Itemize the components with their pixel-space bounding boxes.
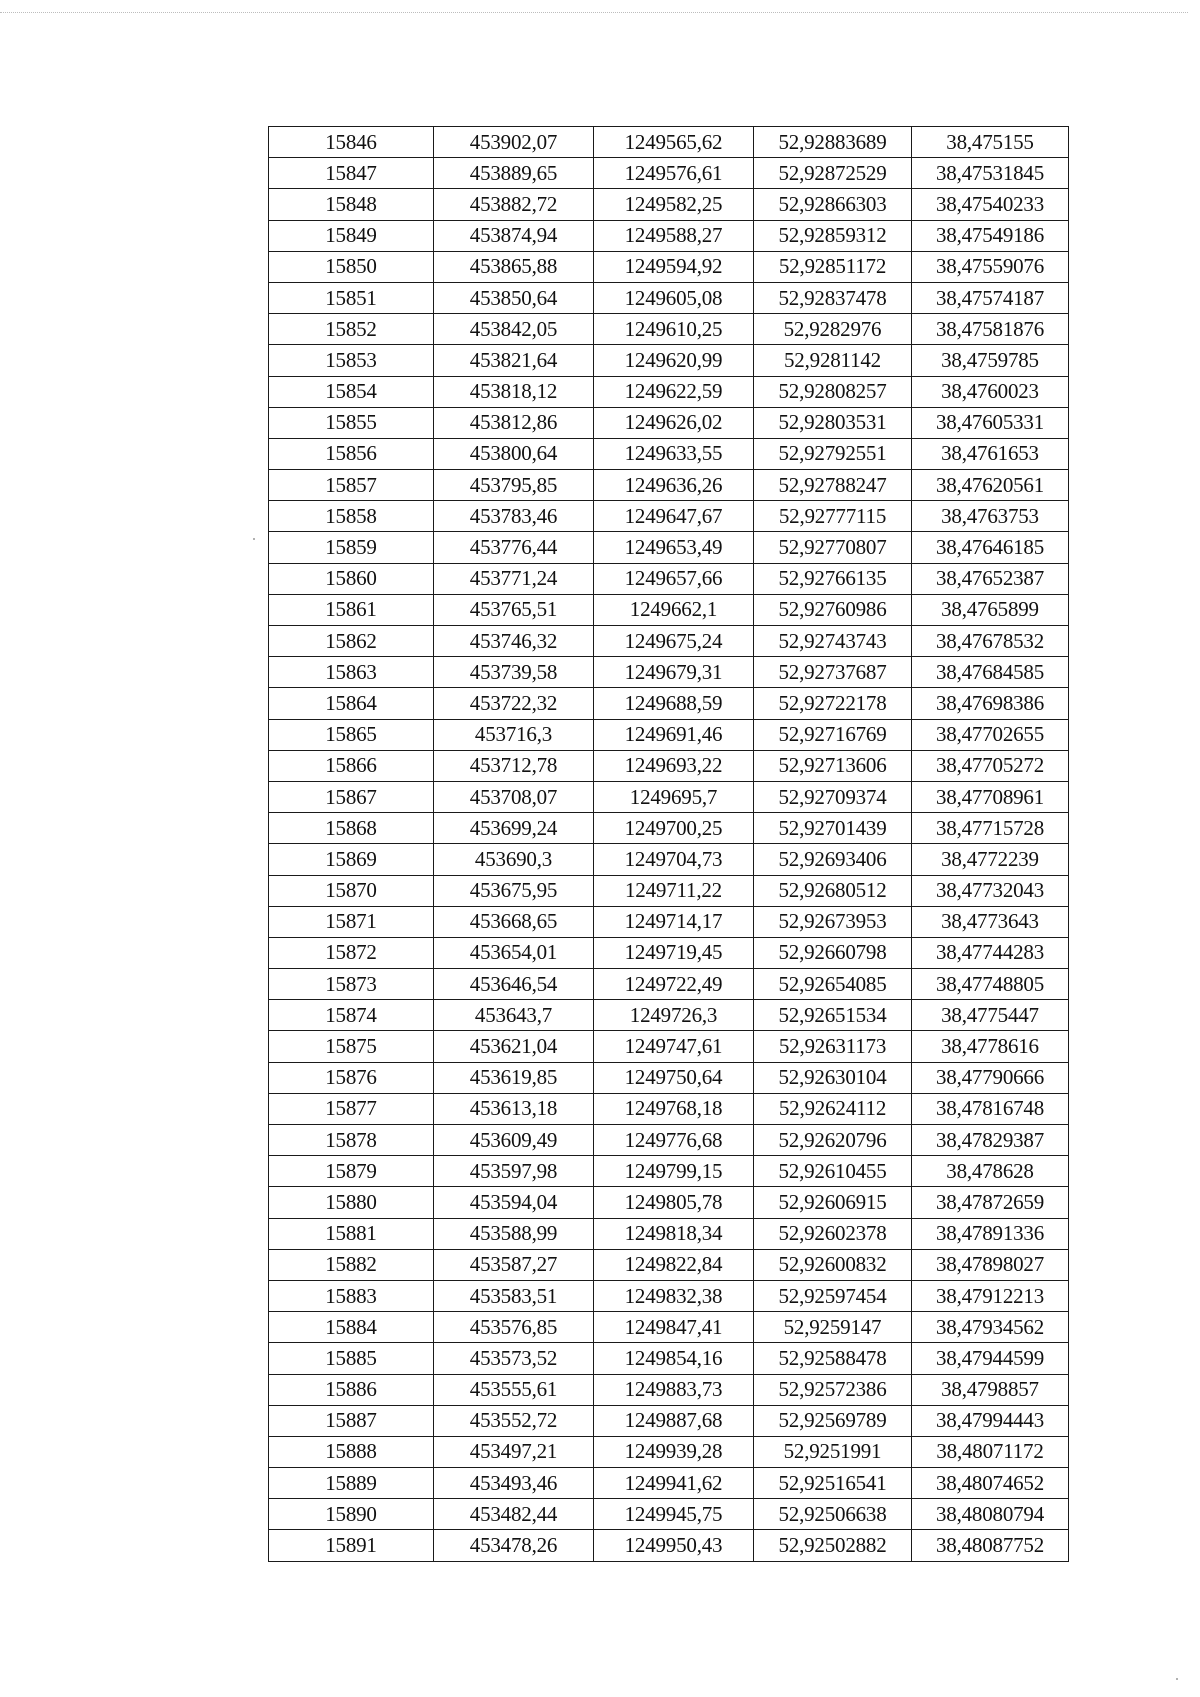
y-coordinate-cell: 1249750,64	[594, 1062, 754, 1093]
table-row	[269, 1436, 1069, 1467]
y-coordinate-cell: 1249679,31	[594, 657, 754, 688]
y-coordinate-cell: 1249594,92	[594, 251, 754, 282]
longitude-cell: 38,47652387	[912, 563, 1069, 594]
y-coordinate-cell: 1249747,61	[594, 1031, 754, 1062]
x-coordinate-cell: 453573,52	[434, 1343, 594, 1374]
latitude-cell: 52,92569789	[754, 1405, 912, 1436]
y-coordinate-cell: 1249768,18	[594, 1093, 754, 1124]
table-row	[269, 251, 1069, 282]
y-coordinate-cell: 1249582,25	[594, 189, 754, 220]
x-coordinate-cell: 453493,46	[434, 1468, 594, 1499]
longitude-cell: 38,47872659	[912, 1187, 1069, 1218]
longitude-cell: 38,48074652	[912, 1468, 1069, 1499]
x-coordinate-cell: 453690,3	[434, 844, 594, 875]
point-number-cell: 15865	[269, 719, 434, 750]
y-coordinate-cell: 1249691,46	[594, 719, 754, 750]
table-row	[269, 438, 1069, 469]
latitude-cell: 52,92624112	[754, 1093, 912, 1124]
table-row	[269, 1218, 1069, 1249]
longitude-cell: 38,47549186	[912, 220, 1069, 251]
x-coordinate-cell: 453902,07	[434, 127, 594, 158]
x-coordinate-cell: 453613,18	[434, 1093, 594, 1124]
longitude-cell: 38,4775447	[912, 1000, 1069, 1031]
y-coordinate-cell: 1249636,26	[594, 470, 754, 501]
table-row	[269, 1000, 1069, 1031]
x-coordinate-cell: 453746,32	[434, 626, 594, 657]
y-coordinate-cell: 1249633,55	[594, 438, 754, 469]
y-coordinate-cell: 1249939,28	[594, 1436, 754, 1467]
point-number-cell: 15882	[269, 1249, 434, 1280]
scan-speck	[1176, 1678, 1178, 1680]
latitude-cell: 52,92654085	[754, 969, 912, 1000]
point-number-cell: 15876	[269, 1062, 434, 1093]
latitude-cell: 52,92792551	[754, 438, 912, 469]
table-row	[269, 1343, 1069, 1374]
point-number-cell: 15875	[269, 1031, 434, 1062]
latitude-cell: 52,92602378	[754, 1218, 912, 1249]
longitude-cell: 38,4798857	[912, 1374, 1069, 1405]
point-number-cell: 15852	[269, 314, 434, 345]
y-coordinate-cell: 1249950,43	[594, 1530, 754, 1561]
y-coordinate-cell: 1249776,68	[594, 1125, 754, 1156]
longitude-cell: 38,47732043	[912, 875, 1069, 906]
table-row	[269, 969, 1069, 1000]
latitude-cell: 52,92716769	[754, 719, 912, 750]
longitude-cell: 38,47702655	[912, 719, 1069, 750]
longitude-cell: 38,47790666	[912, 1062, 1069, 1093]
longitude-cell: 38,47698386	[912, 688, 1069, 719]
y-coordinate-cell: 1249711,22	[594, 875, 754, 906]
table-row	[269, 594, 1069, 625]
longitude-cell: 38,47715728	[912, 813, 1069, 844]
longitude-cell: 38,47744283	[912, 937, 1069, 968]
table-row	[269, 282, 1069, 313]
y-coordinate-cell: 1249647,67	[594, 501, 754, 532]
point-number-cell: 15890	[269, 1499, 434, 1530]
y-coordinate-cell: 1249662,1	[594, 594, 754, 625]
scan-top-edge	[0, 12, 1188, 13]
x-coordinate-cell: 453795,85	[434, 470, 594, 501]
table-row	[269, 127, 1069, 158]
y-coordinate-cell: 1249726,3	[594, 1000, 754, 1031]
y-coordinate-cell: 1249622,59	[594, 376, 754, 407]
longitude-cell: 38,4761653	[912, 438, 1069, 469]
table-row	[269, 937, 1069, 968]
table-row	[269, 1249, 1069, 1280]
latitude-cell: 52,9282976	[754, 314, 912, 345]
table-row	[269, 1187, 1069, 1218]
table-row	[269, 688, 1069, 719]
y-coordinate-cell: 1249610,25	[594, 314, 754, 345]
table-row	[269, 1405, 1069, 1436]
point-number-cell: 15878	[269, 1125, 434, 1156]
longitude-cell: 38,47620561	[912, 470, 1069, 501]
x-coordinate-cell: 453865,88	[434, 251, 594, 282]
coordinate-table	[268, 126, 1069, 1562]
x-coordinate-cell: 453874,94	[434, 220, 594, 251]
table-row	[269, 501, 1069, 532]
x-coordinate-cell: 453850,64	[434, 282, 594, 313]
longitude-cell: 38,4778616	[912, 1031, 1069, 1062]
latitude-cell: 52,92693406	[754, 844, 912, 875]
table-row	[269, 1280, 1069, 1311]
longitude-cell: 38,47574187	[912, 282, 1069, 313]
y-coordinate-cell: 1249714,17	[594, 906, 754, 937]
x-coordinate-cell: 453675,95	[434, 875, 594, 906]
point-number-cell: 15861	[269, 594, 434, 625]
longitude-cell: 38,47678532	[912, 626, 1069, 657]
latitude-cell: 52,92766135	[754, 563, 912, 594]
latitude-cell: 52,92808257	[754, 376, 912, 407]
point-number-cell: 15891	[269, 1530, 434, 1561]
latitude-cell: 52,92572386	[754, 1374, 912, 1405]
coordinate-table-body	[269, 127, 1069, 1562]
latitude-cell: 52,92680512	[754, 875, 912, 906]
y-coordinate-cell: 1249675,24	[594, 626, 754, 657]
latitude-cell: 52,92502882	[754, 1530, 912, 1561]
longitude-cell: 38,48071172	[912, 1436, 1069, 1467]
table-row	[269, 1031, 1069, 1062]
latitude-cell: 52,92803531	[754, 407, 912, 438]
x-coordinate-cell: 453609,49	[434, 1125, 594, 1156]
point-number-cell: 15888	[269, 1436, 434, 1467]
table-row	[269, 657, 1069, 688]
table-row	[269, 844, 1069, 875]
scan-speck	[253, 538, 255, 540]
y-coordinate-cell: 1249588,27	[594, 220, 754, 251]
table-row	[269, 407, 1069, 438]
y-coordinate-cell: 1249700,25	[594, 813, 754, 844]
point-number-cell: 15869	[269, 844, 434, 875]
point-number-cell: 15866	[269, 750, 434, 781]
latitude-cell: 52,92851172	[754, 251, 912, 282]
longitude-cell: 38,48080794	[912, 1499, 1069, 1530]
point-number-cell: 15863	[269, 657, 434, 688]
longitude-cell: 38,47708961	[912, 781, 1069, 812]
latitude-cell: 52,92777115	[754, 501, 912, 532]
latitude-cell: 52,92597454	[754, 1280, 912, 1311]
y-coordinate-cell: 1249722,49	[594, 969, 754, 1000]
x-coordinate-cell: 453583,51	[434, 1280, 594, 1311]
y-coordinate-cell: 1249941,62	[594, 1468, 754, 1499]
point-number-cell: 15846	[269, 127, 434, 158]
latitude-cell: 52,92701439	[754, 813, 912, 844]
x-coordinate-cell: 453821,64	[434, 345, 594, 376]
point-number-cell: 15873	[269, 969, 434, 1000]
point-number-cell: 15856	[269, 438, 434, 469]
longitude-cell: 38,4759785	[912, 345, 1069, 376]
table-row	[269, 1093, 1069, 1124]
y-coordinate-cell: 1249688,59	[594, 688, 754, 719]
x-coordinate-cell: 453587,27	[434, 1249, 594, 1280]
table-row	[269, 813, 1069, 844]
longitude-cell: 38,47816748	[912, 1093, 1069, 1124]
point-number-cell: 15859	[269, 532, 434, 563]
y-coordinate-cell: 1249657,66	[594, 563, 754, 594]
y-coordinate-cell: 1249799,15	[594, 1156, 754, 1187]
x-coordinate-cell: 453588,99	[434, 1218, 594, 1249]
y-coordinate-cell: 1249605,08	[594, 282, 754, 313]
table-row	[269, 189, 1069, 220]
x-coordinate-cell: 453654,01	[434, 937, 594, 968]
table-row	[269, 1374, 1069, 1405]
point-number-cell: 15868	[269, 813, 434, 844]
table-row	[269, 1312, 1069, 1343]
x-coordinate-cell: 453482,44	[434, 1499, 594, 1530]
table-row	[269, 345, 1069, 376]
y-coordinate-cell: 1249847,41	[594, 1312, 754, 1343]
x-coordinate-cell: 453646,54	[434, 969, 594, 1000]
x-coordinate-cell: 453818,12	[434, 376, 594, 407]
table-row	[269, 376, 1069, 407]
latitude-cell: 52,92588478	[754, 1343, 912, 1374]
x-coordinate-cell: 453889,65	[434, 158, 594, 189]
latitude-cell: 52,92606915	[754, 1187, 912, 1218]
y-coordinate-cell: 1249693,22	[594, 750, 754, 781]
x-coordinate-cell: 453722,32	[434, 688, 594, 719]
point-number-cell: 15855	[269, 407, 434, 438]
y-coordinate-cell: 1249822,84	[594, 1249, 754, 1280]
longitude-cell: 38,47705272	[912, 750, 1069, 781]
point-number-cell: 15849	[269, 220, 434, 251]
y-coordinate-cell: 1249805,78	[594, 1187, 754, 1218]
latitude-cell: 52,92516541	[754, 1468, 912, 1499]
latitude-cell: 52,92743743	[754, 626, 912, 657]
x-coordinate-cell: 453708,07	[434, 781, 594, 812]
longitude-cell: 38,47994443	[912, 1405, 1069, 1436]
longitude-cell: 38,4765899	[912, 594, 1069, 625]
latitude-cell: 52,9281142	[754, 345, 912, 376]
y-coordinate-cell: 1249854,16	[594, 1343, 754, 1374]
table-row	[269, 220, 1069, 251]
point-number-cell: 15858	[269, 501, 434, 532]
x-coordinate-cell: 453668,65	[434, 906, 594, 937]
latitude-cell: 52,92600832	[754, 1249, 912, 1280]
point-number-cell: 15867	[269, 781, 434, 812]
y-coordinate-cell: 1249576,61	[594, 158, 754, 189]
longitude-cell: 38,47646185	[912, 532, 1069, 563]
x-coordinate-cell: 453812,86	[434, 407, 594, 438]
point-number-cell: 15862	[269, 626, 434, 657]
latitude-cell: 52,92722178	[754, 688, 912, 719]
x-coordinate-cell: 453776,44	[434, 532, 594, 563]
x-coordinate-cell: 453555,61	[434, 1374, 594, 1405]
table-row	[269, 470, 1069, 501]
table-row	[269, 1125, 1069, 1156]
latitude-cell: 52,92673953	[754, 906, 912, 937]
point-number-cell: 15850	[269, 251, 434, 282]
table-row	[269, 719, 1069, 750]
table-row	[269, 1062, 1069, 1093]
latitude-cell: 52,92837478	[754, 282, 912, 313]
longitude-cell: 38,47912213	[912, 1280, 1069, 1311]
y-coordinate-cell: 1249887,68	[594, 1405, 754, 1436]
point-number-cell: 15871	[269, 906, 434, 937]
latitude-cell: 52,92630104	[754, 1062, 912, 1093]
latitude-cell: 52,92651534	[754, 1000, 912, 1031]
x-coordinate-cell: 453643,7	[434, 1000, 594, 1031]
point-number-cell: 15886	[269, 1374, 434, 1405]
longitude-cell: 38,475155	[912, 127, 1069, 158]
point-number-cell: 15877	[269, 1093, 434, 1124]
point-number-cell: 15848	[269, 189, 434, 220]
longitude-cell: 38,47559076	[912, 251, 1069, 282]
latitude-cell: 52,92770807	[754, 532, 912, 563]
table-row	[269, 1468, 1069, 1499]
longitude-cell: 38,47684585	[912, 657, 1069, 688]
point-number-cell: 15883	[269, 1280, 434, 1311]
x-coordinate-cell: 453597,98	[434, 1156, 594, 1187]
latitude-cell: 52,92872529	[754, 158, 912, 189]
point-number-cell: 15860	[269, 563, 434, 594]
latitude-cell: 52,92506638	[754, 1499, 912, 1530]
point-number-cell: 15864	[269, 688, 434, 719]
x-coordinate-cell: 453765,51	[434, 594, 594, 625]
latitude-cell: 52,92631173	[754, 1031, 912, 1062]
table-row	[269, 1156, 1069, 1187]
latitude-cell: 52,92866303	[754, 189, 912, 220]
point-number-cell: 15884	[269, 1312, 434, 1343]
latitude-cell: 52,92883689	[754, 127, 912, 158]
table-row	[269, 563, 1069, 594]
point-number-cell: 15874	[269, 1000, 434, 1031]
x-coordinate-cell: 453783,46	[434, 501, 594, 532]
point-number-cell: 15887	[269, 1405, 434, 1436]
point-number-cell: 15880	[269, 1187, 434, 1218]
point-number-cell: 15857	[269, 470, 434, 501]
x-coordinate-cell: 453771,24	[434, 563, 594, 594]
point-number-cell: 15847	[269, 158, 434, 189]
longitude-cell: 38,4773643	[912, 906, 1069, 937]
y-coordinate-cell: 1249565,62	[594, 127, 754, 158]
longitude-cell: 38,4772239	[912, 844, 1069, 875]
x-coordinate-cell: 453716,3	[434, 719, 594, 750]
latitude-cell: 52,92859312	[754, 220, 912, 251]
longitude-cell: 38,47540233	[912, 189, 1069, 220]
x-coordinate-cell: 453594,04	[434, 1187, 594, 1218]
longitude-cell: 38,47605331	[912, 407, 1069, 438]
longitude-cell: 38,478628	[912, 1156, 1069, 1187]
latitude-cell: 52,92610455	[754, 1156, 912, 1187]
longitude-cell: 38,47891336	[912, 1218, 1069, 1249]
longitude-cell: 38,47934562	[912, 1312, 1069, 1343]
coordinate-table-container	[268, 126, 1069, 1562]
latitude-cell: 52,92620796	[754, 1125, 912, 1156]
x-coordinate-cell: 453800,64	[434, 438, 594, 469]
table-row	[269, 158, 1069, 189]
x-coordinate-cell: 453842,05	[434, 314, 594, 345]
latitude-cell: 52,92709374	[754, 781, 912, 812]
table-row	[269, 906, 1069, 937]
latitude-cell: 52,9251991	[754, 1436, 912, 1467]
longitude-cell: 38,48087752	[912, 1530, 1069, 1561]
longitude-cell: 38,47944599	[912, 1343, 1069, 1374]
y-coordinate-cell: 1249818,34	[594, 1218, 754, 1249]
x-coordinate-cell: 453552,72	[434, 1405, 594, 1436]
longitude-cell: 38,47898027	[912, 1249, 1069, 1280]
point-number-cell: 15879	[269, 1156, 434, 1187]
table-row	[269, 626, 1069, 657]
x-coordinate-cell: 453619,85	[434, 1062, 594, 1093]
x-coordinate-cell: 453739,58	[434, 657, 594, 688]
longitude-cell: 38,47581876	[912, 314, 1069, 345]
point-number-cell: 15872	[269, 937, 434, 968]
longitude-cell: 38,4760023	[912, 376, 1069, 407]
y-coordinate-cell: 1249626,02	[594, 407, 754, 438]
point-number-cell: 15889	[269, 1468, 434, 1499]
y-coordinate-cell: 1249695,7	[594, 781, 754, 812]
point-number-cell: 15885	[269, 1343, 434, 1374]
y-coordinate-cell: 1249945,75	[594, 1499, 754, 1530]
y-coordinate-cell: 1249704,73	[594, 844, 754, 875]
table-row	[269, 1499, 1069, 1530]
point-number-cell: 15854	[269, 376, 434, 407]
longitude-cell: 38,4763753	[912, 501, 1069, 532]
y-coordinate-cell: 1249620,99	[594, 345, 754, 376]
x-coordinate-cell: 453882,72	[434, 189, 594, 220]
y-coordinate-cell: 1249832,38	[594, 1280, 754, 1311]
point-number-cell: 15870	[269, 875, 434, 906]
y-coordinate-cell: 1249719,45	[594, 937, 754, 968]
y-coordinate-cell: 1249883,73	[594, 1374, 754, 1405]
x-coordinate-cell: 453712,78	[434, 750, 594, 781]
x-coordinate-cell: 453478,26	[434, 1530, 594, 1561]
table-row	[269, 750, 1069, 781]
x-coordinate-cell: 453576,85	[434, 1312, 594, 1343]
point-number-cell: 15853	[269, 345, 434, 376]
point-number-cell: 15851	[269, 282, 434, 313]
latitude-cell: 52,9259147	[754, 1312, 912, 1343]
x-coordinate-cell: 453699,24	[434, 813, 594, 844]
x-coordinate-cell: 453621,04	[434, 1031, 594, 1062]
table-row	[269, 314, 1069, 345]
longitude-cell: 38,47748805	[912, 969, 1069, 1000]
table-row	[269, 875, 1069, 906]
longitude-cell: 38,47829387	[912, 1125, 1069, 1156]
latitude-cell: 52,92788247	[754, 470, 912, 501]
latitude-cell: 52,92760986	[754, 594, 912, 625]
table-row	[269, 1530, 1069, 1561]
latitude-cell: 52,92713606	[754, 750, 912, 781]
latitude-cell: 52,92737687	[754, 657, 912, 688]
latitude-cell: 52,92660798	[754, 937, 912, 968]
table-row	[269, 532, 1069, 563]
table-row	[269, 781, 1069, 812]
longitude-cell: 38,47531845	[912, 158, 1069, 189]
y-coordinate-cell: 1249653,49	[594, 532, 754, 563]
x-coordinate-cell: 453497,21	[434, 1436, 594, 1467]
point-number-cell: 15881	[269, 1218, 434, 1249]
